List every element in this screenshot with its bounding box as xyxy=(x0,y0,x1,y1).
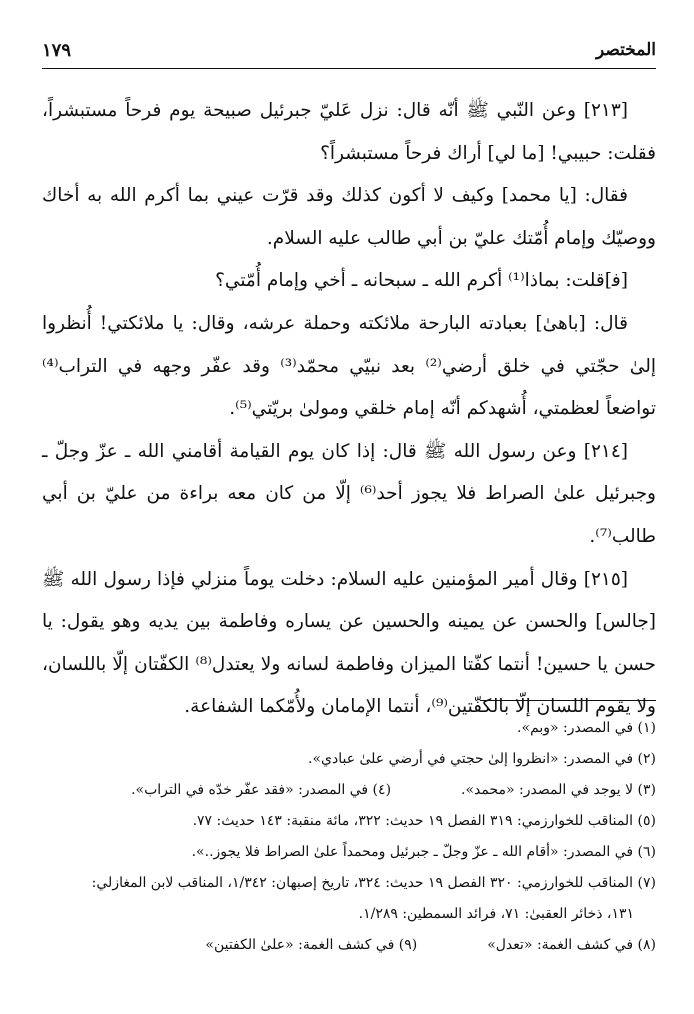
footnote-7: (٧) المناقب للخوارزمي: ٣٢٠ الفصل ١٩ حديث: ٣٢٤، تاريخ إصبهان: ١/٣٤٢، المناقب لابن المغازلي: xyxy=(91,875,656,891)
page-header xyxy=(42,34,656,69)
footnote-6: (٦) في المصدر: «أقام الله ـ عزّ وجلّ ـ جبرئيل ومحمداً علىٰ الصراط فلا يجوز..». xyxy=(191,844,656,860)
footnote-row-8-9 xyxy=(42,930,656,961)
page-number: ١٧٩ xyxy=(42,40,72,61)
footnote-row-3-4 xyxy=(42,775,656,806)
footnote-1: (١) في المصدر: «وبم». xyxy=(517,720,656,736)
hadith-213-reply: فقال: [يا محمد] وكيف لا أكون كذلك وقد قرّت عيني بما أكرم الله به أخاك ووصيّك وإمام أُمّتك عليّ بن أبي طالب عليه السلام. xyxy=(42,185,656,249)
footnote-8: (٨) في كشف الغمة: «تعدل» xyxy=(487,937,656,953)
hadith-214: [٢١٤] وعن رسول الله ﷺ قال: إذا كان يوم القيامة أقامني الله ـ عزّ وجلّ ـ وجبرئيل علىٰ الصراط فلا يجوز أحد⁽⁶⁾ إلّا من كان معه براءة من عليّ بن أبي طالب⁽⁷⁾. xyxy=(42,440,656,547)
footnote-7-continued: ١٣١، ذخائر العقبىٰ: ٧١، فرائد السمطين: ١/٢٨٩. xyxy=(358,906,634,922)
hadith-213-question: [ف‍]قلت: بماذا⁽¹⁾ أكرم الله ـ سبحانه ـ أخي وإمام أُمّتي؟ xyxy=(215,270,628,292)
footnote-2: (٢) في المصدر: «انظروا إلىٰ حجتي في أرضي علىٰ عبادي». xyxy=(308,751,656,767)
footnote-divider xyxy=(480,700,656,701)
hadith-213-answer: قال: [باهىٰ] بعبادته البارحة ملائكته وحملة عرشه، وقال: يا ملائكتي! أُنظروا إلىٰ حجّتي في خلق أرضي⁽²⁾ بعد نبيّي محمّد⁽³⁾ وقد عفّر وجهه في التراب⁽⁴⁾ تواضعاً لعظمتي، أُشهدكم أنّه إمام خلقي ومولىٰ بريّتي⁽⁵⁾. xyxy=(42,312,656,420)
running-title: المختصر xyxy=(596,40,656,60)
hadith-215: [٢١٥] وقال أمير المؤمنين عليه السلام: دخلت يوماً منزلي فإذا رسول الله ﷺ [جالس] والحسن عن يمينه والحسين عن يساره وفاطمة بين يديه وهو يقول: يا حسن يا حسين! أنتما كفّتا الميزان وفاطمة لسانه ولا يعتدل⁽⁸⁾ الكفّتان إلّا باللسان، ولا يقوم اللسان إلّا بالكفّتين⁽⁹⁾، أنتما الإمامان ولأُمّكما الشفاعة. xyxy=(42,568,656,718)
footnote-9: (٩) في كشف الغمة: «علىٰ الكفتين» xyxy=(205,937,418,953)
hadith-213: [٢١٣] وعن النّبي ﷺ أنّه قال: نزل عَليّ جبرئيل صبيحة يوم فرحاً مستبشراً، فقلت: حبيبي! [ما لي] أراك فرحاً مستبشراً؟ xyxy=(42,100,656,164)
footnote-5: (٥) المناقب للخوارزمي: ٣١٩ الفصل ١٩ حديث: ٣٢٢، مائة منقبة: ١٤٣ حديث: ٧٧. xyxy=(192,813,656,829)
footnote-4: (٤) في المصدر: «فقد عفّر خدّه في التراب». xyxy=(131,782,392,798)
footnotes xyxy=(42,713,656,961)
main-text xyxy=(42,90,656,729)
book-page xyxy=(42,0,656,1014)
footnote-3: (٣) لا يوجد في المصدر: «محمد». xyxy=(461,782,656,798)
